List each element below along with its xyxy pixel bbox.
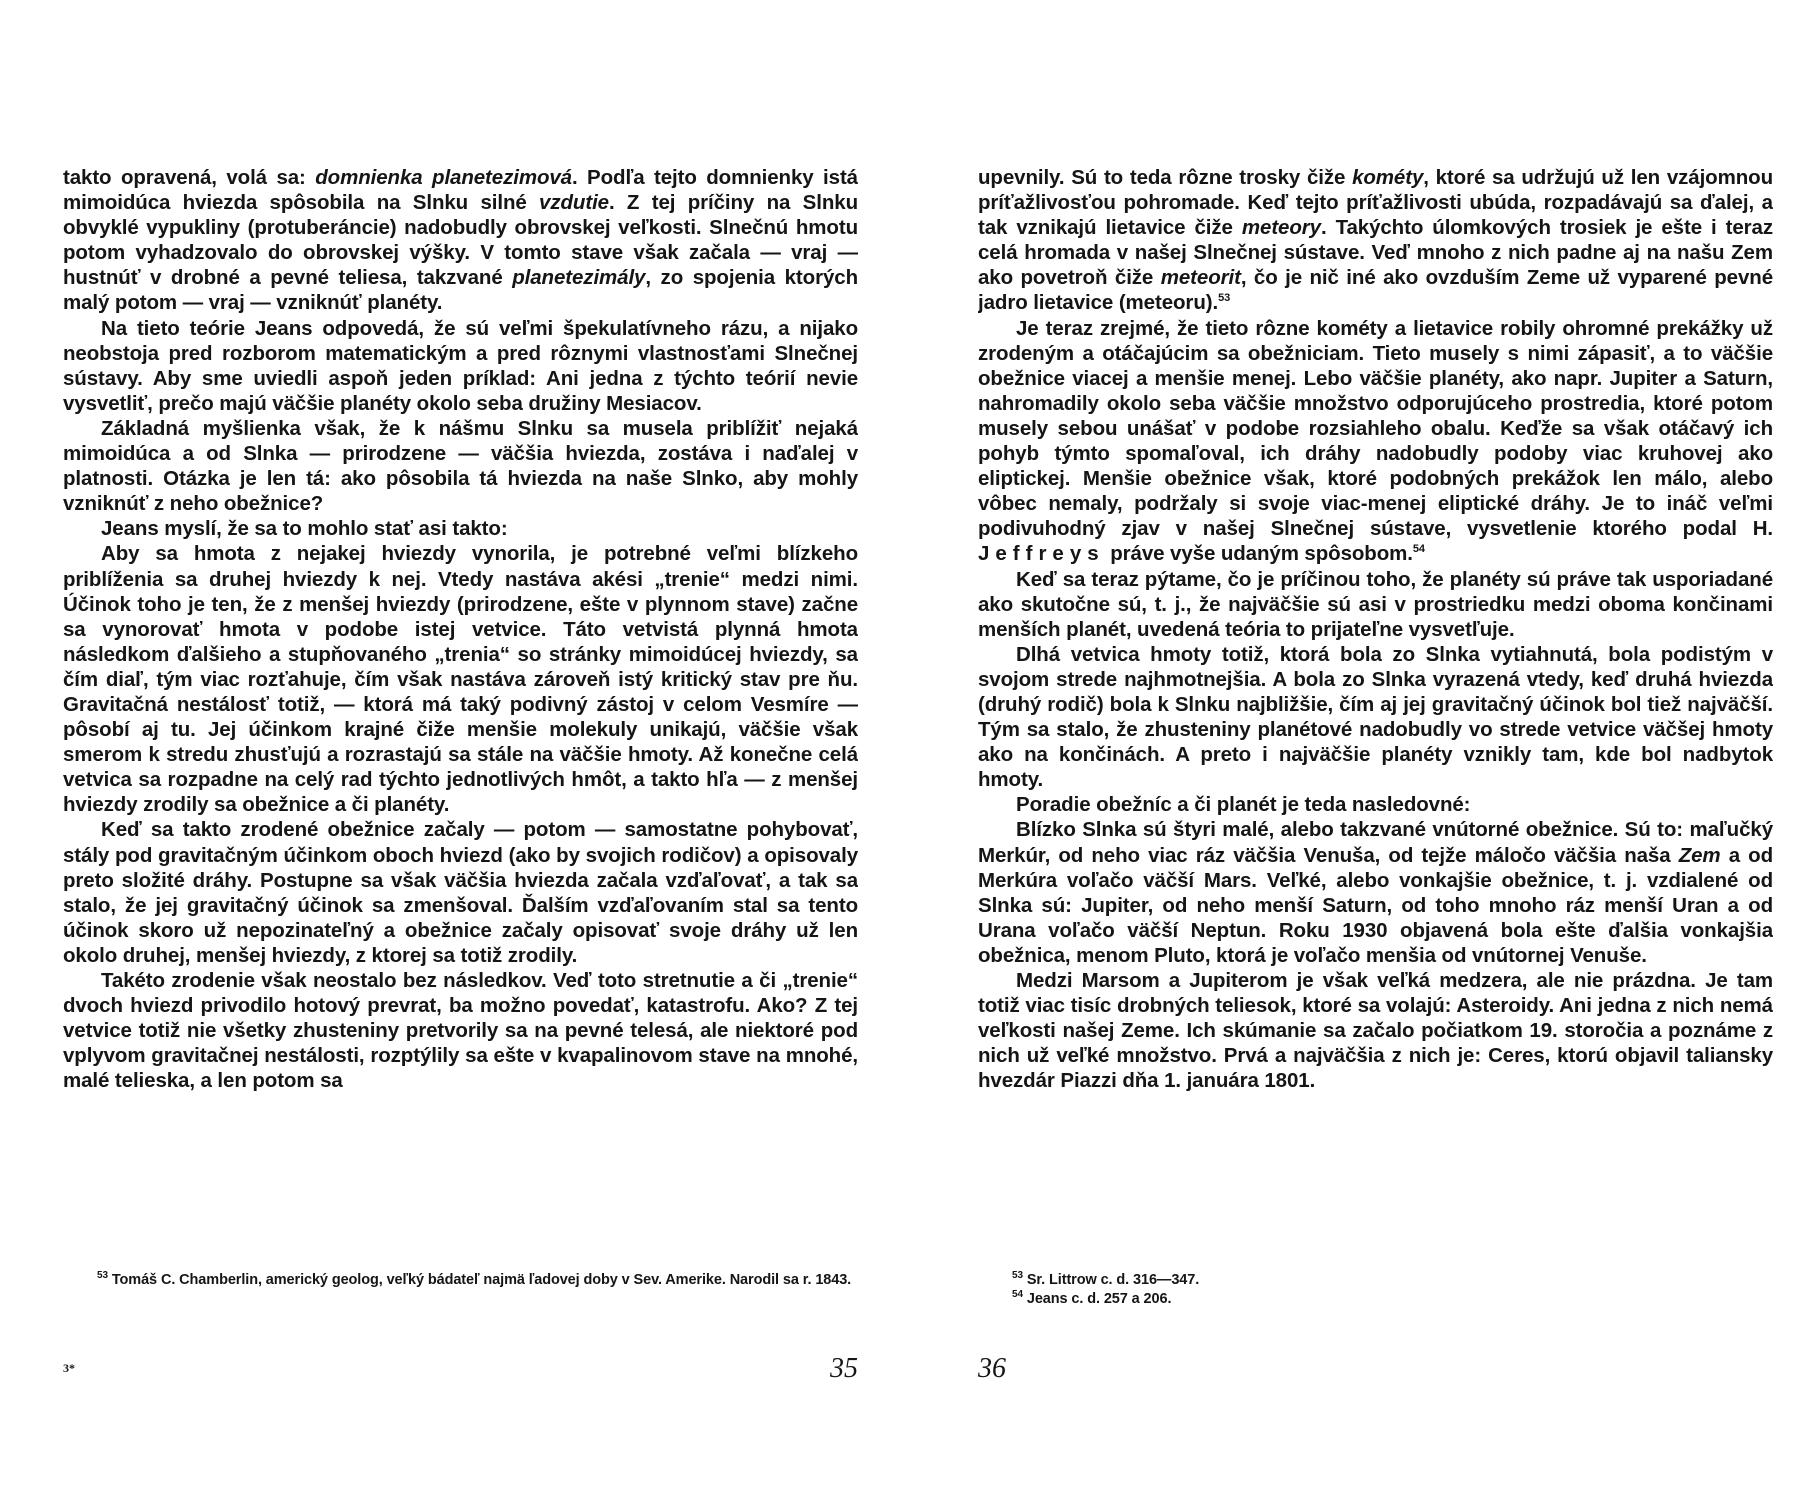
- paragraph: [63, 968, 858, 1093]
- footnote: [978, 1290, 1773, 1309]
- signature-mark: 3*: [63, 1361, 75, 1375]
- footnote-text: Jeans c. d. 257 a 206.: [1022, 1291, 1172, 1307]
- text-run: Základná myšlienka však, že k nášmu Slnku sa musela priblížiť nejaká mimoidúca a od Slnka — prirodzene — väčšia hviezda, zostáva i naďalej v platnosti. Otázka je len tá: ako pôsobila tá hviezda na naše Slnko, aby mohly vzniknúť z neho obežnice?: [63, 416, 858, 516]
- paragraph: [63, 416, 858, 516]
- text-run: a od Merkúra voľačo väčší Mars. Veľké, alebo vonkajšie obežnice, t. j. vzdialené od Slnka sú: Jupiter, od neho menší Saturn, od toho mnoho ráz menší Uran a od Urana voľačo väčší Neptun. Roku 1930 objavená bola ešte ďalšia vonkajšia obežnica, menom Pluto, ktorá je voľačo menšia od vnútornej Venuše.: [978, 843, 1773, 967]
- italic-term: kométy: [1352, 166, 1424, 189]
- text-run: Na tieto teórie Jeans odpovedá, že sú veľmi špekulatívneho rázu, a nijako neobstoja pred rozborom matematickým a pred rôznymi vlastnosťami Slnečnej sústavy. Aby sme uviedli aspoň jeden príklad: Ani jedna z týchto teórií nevie vysvetliť, prečo majú väčšie planéty okolo seba družiny Mesiacov.: [63, 316, 858, 415]
- italic-term: planetezimály: [512, 266, 646, 290]
- paragraph: [63, 817, 858, 968]
- text-run: , ktoré sa udržujú už len vzájomnou príťažlivosťou pohromade. Keď tejto príťažlivosti ubúda, rozpadávajú sa ďalej, a tak vznikajú lietavice čiže: [978, 166, 1773, 240]
- right-page: [978, 165, 1773, 1384]
- page-number-left: 35: [830, 1353, 858, 1384]
- paragraph: [63, 541, 858, 817]
- left-page: [63, 165, 858, 1384]
- paragraph: [978, 968, 1773, 1093]
- text-run: Jeans myslí, že sa to mohlo stať asi takto:: [101, 517, 508, 541]
- paragraph: [63, 516, 858, 541]
- footnote-mark: 54: [1012, 1289, 1023, 1301]
- text-run: práve vyše udaným spôsobom.: [1104, 542, 1413, 566]
- footnote: [978, 1271, 1773, 1290]
- text-run: , čo je nič iné ako ovzduším Zeme už vyparené pevné jadro lietavice (meteoru).: [978, 266, 1773, 315]
- text-run: Dlhá vetvica hmoty totiž, ktorá bola zo Slnka vytiahnutá, bola podistým v svojom strede najhmotnejšia. A bola zo Slnka vyrazená vtedy, keď druhá hviezda (druhý rodič) bola k Slnku najbližšie, čím aj jej gravitačný účinok bol tiež najväčší. Tým sa stalo, že zhusteniny planétové nadobudly vo strede vetvice väčšej hmoty ako na končinách. A preto i najväčšie planéty vznikly tam, kde bol nadbytok hmoty.: [978, 642, 1773, 792]
- paragraph: [978, 642, 1773, 793]
- text-run: Aby sa hmota z nejakej hviezdy vynorila, je potrebné veľmi blízkeho priblíženia sa druhej hviezdy k nej. Vtedy nastáva akési „trenie“ medzi nimi. Účinok toho je ten, že z menšej hviezdy (prirodzene, ešte v plynnom stave) začne sa vynorovať hmota v podobe istej vetvice. Táto vetvistá plynná hmota následkom ďalšieho a stupňovaného „trenia“ so stránky mimoidúcej hviezdy, sa čím diaľ, tým viac rozťahuje, čím však nastáva zároveň istý kritický stav pre ňu. Gravitačná nestálosť totiž, — ktorá má taký podivný zástoj v celom Vesmíre — pôsobí aj tu. Jej účinkom krajné čiže menšie molekuly unikajú, väčšie však smerom k stredu zhusťujú a rozrastajú sa stále na väčšie hmoty. Až konečne celá vetvica sa rozpadne na celý rad týchto jednotlivých hmôt, a takto hľa — z menšej hviezdy zrodily sa obežnice a či planéty.: [63, 542, 858, 817]
- footnote-reference: 53: [1218, 292, 1231, 305]
- paragraph: [978, 316, 1773, 567]
- paragraph: [978, 817, 1773, 968]
- italic-term: Zem: [1678, 843, 1721, 867]
- paragraph: [978, 165, 1773, 316]
- italic-term: meteory: [1241, 216, 1321, 240]
- text-run: Keď sa takto zrodené obežnice začaly — potom — samostatne pohybovať, stály pod gravitačným účinkom oboch hviezd (ako by svojich rodičov) a opisovaly preto složité dráhy. Postupne sa však väčšia hviezda začala vzďaľovať, a tak sa stalo, že jej gravitačný účinok sa zmenšoval. Ďalším vzďaľovaním stal sa tento účinok skoro už nepozinateľný a obežnice začaly opisovať svoje dráhy už len okolo druhej, menšej hviezdy, z ktorej sa totiž zrodily.: [63, 818, 858, 967]
- text-run: Je teraz zrejmé, že tieto rôzne kométy a lietavice robily ohromné prekážky už zrodeným a otáčajúcim sa obežniciam. Tieto musely s nimi zápasiť, a to väčšie obežnice viacej a menšie menej. Lebo väčšie planéty, ako napr. Jupiter a Saturn, nahromadily okolo seba väčšie množstvo odporujúceho prostredia, ktoré potom musely sebou unášať v podobe rozsiahleho obalu. Keďže sa však otáčavý ich pohyb týmto spomaľoval, ich dráhy nadobudly podoby viac kruhovej ako eliptickej. Menšie obežnice však, ktoré podobných prekážok len málo, alebo vôbec nemaly, podržaly si svoje viac-menej eliptické dráhy. Je to ináč veľmi podivuhodný zjav v našej Slnečnej sústave, vysvetlenie ktorého podal H.: [978, 316, 1773, 541]
- text-run: . Podľa tejto domnienky istá mimoidúca hviezda spôsobila na Slnku silné: [63, 166, 858, 215]
- text-run: Medzi Marsom a Jupiterom je však veľká medzera, ale nie prázdna. Je tam totiž viac tisíc drobných teliesok, ktoré sa volajú: Asteroidy. Ani jedna z nich nemá veľkosti našej Zeme. Ich skúmanie sa začalo počiatkom 19. storočia a poznáme z nich už veľké množstvo. Prvá a najväčšia z nich je: Ceres, ktorú objavil taliansky hvezdár Piazzi dňa 1. januára 1801.: [978, 969, 1773, 1093]
- footnote-text: Tomáš C. Chamberlin, americký geolog, veľký bádateľ najmä ľadovej doby v Sev. Amerike. Narodil sa r. 1843.: [107, 1272, 852, 1288]
- text-run: Keď sa teraz pýtame, čo je príčinou toho, že planéty sú práve tak usporiadané ako skutočne sú, t. j., že najväčšie sú asi v prostriedku medzi oboma končinami menších planét, uvedená teória to prijateľne vysvetľuje.: [978, 567, 1773, 641]
- text-run: . Takýchto úlomkových trosiek je ešte i teraz celá hromada v našej Slnečnej sústave. Veď mnoho z nich padne aj na našu Zem ako povetroň čiže: [978, 216, 1773, 290]
- italic-term: vzdutie: [539, 191, 609, 215]
- text-run: Blízko Slnka sú štyri malé, alebo takzvané vnútorné obežnice. Sú to: maľučký Merkúr, od neho viac ráz väčšia Venuša, od tejže máločo väčšia naša: [978, 818, 1773, 867]
- paragraph: [63, 165, 858, 316]
- footnote: [63, 1271, 858, 1290]
- italic-term: domnienka planetezimová: [315, 166, 572, 189]
- right-page-body: [978, 165, 1773, 1245]
- paragraph: [978, 567, 1773, 642]
- text-run: . Z tej príčiny na Slnku obvyklé vypukliny (protuberáncie) nadobudly obrovskej veľkosti. Slnečnú hmotu potom vyhadzovalo do obrovskej výšky. V tomto stave však začala — vraj — hustnúť v drobné a pevné teliesa, takzvané: [63, 191, 858, 290]
- right-page-footnotes: [978, 1271, 1773, 1309]
- text-run: upevnily. Sú to teda rôzne trosky čiže: [978, 166, 1353, 189]
- left-page-footnotes: [63, 1271, 858, 1290]
- text-run: , zo spojenia ktorých malý potom — vraj — vzniknúť planéty.: [63, 266, 858, 315]
- footnote-mark: 53: [97, 1270, 108, 1282]
- italic-term: meteorit: [1160, 266, 1241, 290]
- text-run: Takéto zrodenie však neostalo bez následkov. Veď toto stretnutie a či „trenie“ dvoch hviezd privodilo hotový prevrat, ba možno povedať, katastrofu. Ako? Z tej vetvice totiž nie všetky zhusteniny pretvorily sa na pevné telesá, ale niektoré pod vplyvom gravitačnej nestálosti, rozptýlily sa ešte v kvapalinovom stave na mnohé, malé telieska, a len potom sa: [63, 969, 858, 1093]
- paragraph: [63, 316, 858, 416]
- paragraph: [978, 792, 1773, 817]
- page-number-right: 36: [978, 1353, 1006, 1384]
- spaced-name: Jeffreys: [978, 542, 1105, 566]
- text-run: takto opravená, volá sa:: [63, 166, 316, 189]
- left-page-body: [63, 165, 858, 1245]
- footnote-reference: 54: [1412, 543, 1425, 556]
- footnote-mark: 53: [1012, 1270, 1023, 1282]
- footnote-text: Sr. Littrow c. d. 316—347.: [1022, 1272, 1200, 1288]
- text-run: Poradie obežníc a či planét je teda nasledovné:: [1016, 793, 1471, 817]
